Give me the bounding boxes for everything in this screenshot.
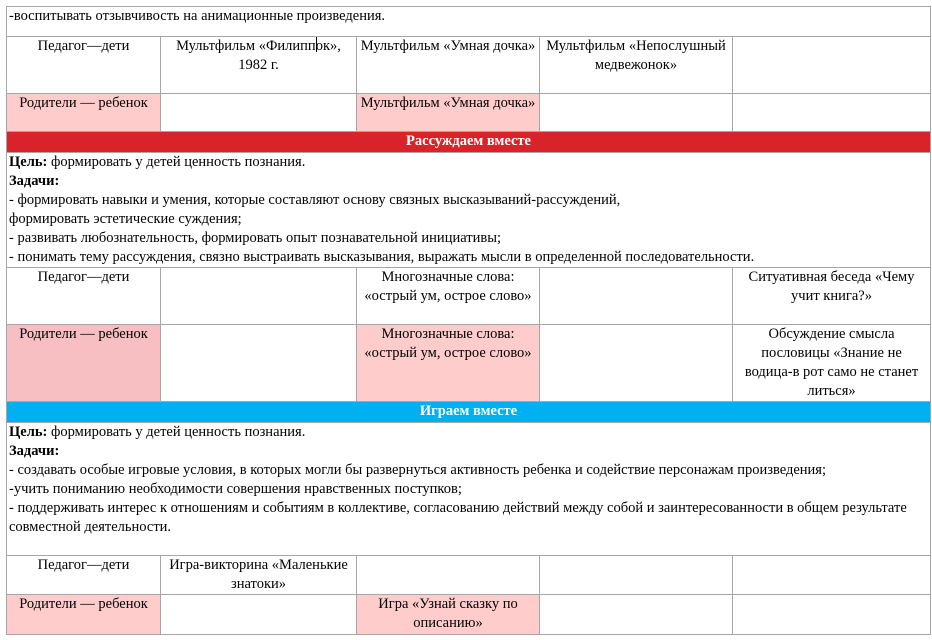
- task-item: - развивать любознательность, формировать опыт познавательной инициативы;: [9, 230, 501, 246]
- task-item: - создавать особые игровые условия, в которых могли бы развернуться активность ребенка и содействие персонажам произведения;: [9, 462, 826, 478]
- section-header-play: Играем вместе: [7, 402, 931, 423]
- activity-cell[interactable]: [161, 268, 357, 325]
- activity-cell[interactable]: Мультфильм «Умная дочка»: [357, 94, 540, 132]
- activity-cell[interactable]: Мультфильм «Филиппок», 1982 г.: [161, 37, 357, 94]
- goal-text: формировать у детей ценность познания.: [47, 424, 306, 440]
- activity-cell[interactable]: Обсуждение смысла пословицы «Знание не водица-в рот само не станет литься»: [733, 325, 931, 402]
- tasks-label: Задачи:: [9, 443, 60, 459]
- activity-cell[interactable]: [540, 268, 733, 325]
- row-label-parents: Родители — ребенок: [7, 595, 161, 635]
- task-item: - понимать тему рассуждения, связно выстраивать высказывания, выражать мысли в определенной последовательности.: [9, 249, 755, 265]
- task-item: - поддерживать интерес к отношениям и событиям в коллективе, согласованию действий между собой и заинтересованности в общем результате совместной деятельности.: [9, 500, 907, 535]
- table-row: [7, 325, 931, 402]
- section-description: [7, 153, 931, 268]
- activity-cell[interactable]: [733, 94, 931, 132]
- intro-text: -воспитывать отзывчивость на анимационные произведения.: [9, 8, 386, 24]
- row-label-parents: Родители — ребенок: [7, 325, 161, 402]
- goal-label: Цель:: [9, 424, 48, 440]
- table-row: [7, 556, 931, 595]
- activity-plan-table: [6, 6, 931, 635]
- row-label-teacher: Педагог—дети: [7, 37, 161, 94]
- activity-cell[interactable]: [540, 325, 733, 402]
- table-row: [7, 37, 931, 94]
- activity-cell[interactable]: Ситуативная беседа «Чему учит книга?»: [733, 268, 931, 325]
- task-item: -учить пониманию необходимости совершения нравственных поступков;: [9, 481, 462, 497]
- task-item: - формировать навыки и умения, которые составляют основу связных высказываний-рассуждений,: [9, 192, 621, 208]
- table-row: [7, 595, 931, 635]
- activity-cell[interactable]: [161, 595, 357, 635]
- row-label-teacher: Педагог—дети: [7, 556, 161, 595]
- activity-cell[interactable]: [733, 556, 931, 595]
- intro-text-cell: [7, 7, 931, 37]
- activity-cell[interactable]: Многозначные слова: «острый ум, острое слово»: [357, 325, 540, 402]
- row-label-teacher: Педагог—дети: [7, 268, 161, 325]
- task-item: формировать эстетические суждения;: [9, 211, 242, 227]
- activity-cell[interactable]: [161, 325, 357, 402]
- activity-cell[interactable]: [540, 94, 733, 132]
- activity-cell[interactable]: Игра-викторина «Маленькие знатоки»: [161, 556, 357, 595]
- activity-cell[interactable]: Многозначные слова: «острый ум, острое слово»: [357, 268, 540, 325]
- activity-cell[interactable]: Мультфильм «Умная дочка»: [357, 37, 540, 94]
- activity-cell[interactable]: Мультфильм «Непослушный медвежонок»: [540, 37, 733, 94]
- activity-cell[interactable]: Игра «Узнай сказку по описанию»: [357, 595, 540, 635]
- activity-cell[interactable]: [540, 556, 733, 595]
- tasks-label: Задачи:: [9, 173, 60, 189]
- goal-text: формировать у детей ценность познания.: [47, 154, 306, 170]
- table-row: [7, 94, 931, 132]
- goal-label: Цель:: [9, 154, 48, 170]
- row-label-parents: Родители — ребенок: [7, 94, 161, 132]
- section-header-reason: Рассуждаем вместе: [7, 132, 931, 153]
- activity-cell[interactable]: [357, 556, 540, 595]
- activity-cell[interactable]: [733, 37, 931, 94]
- activity-cell[interactable]: [161, 94, 357, 132]
- activity-cell[interactable]: [733, 595, 931, 635]
- table-row: [7, 268, 931, 325]
- section-description: [7, 423, 931, 556]
- activity-cell[interactable]: [540, 595, 733, 635]
